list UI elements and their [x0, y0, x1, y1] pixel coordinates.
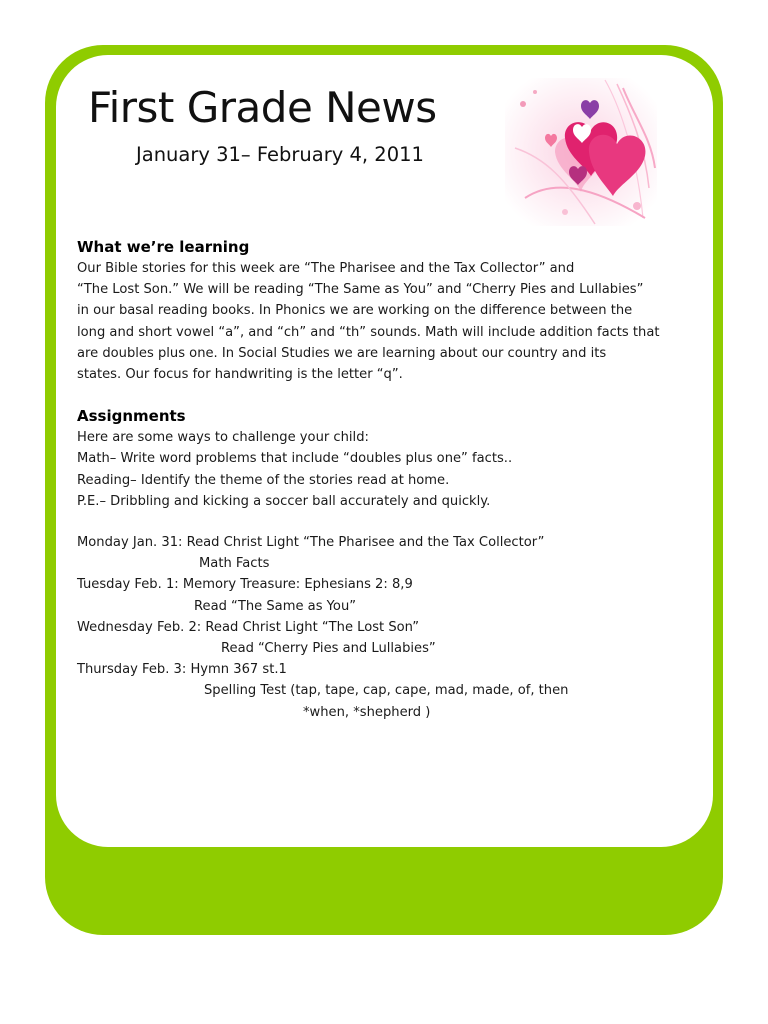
learning-line: Our Bible stories for this week are “The Pharisee and the Tax Collector” and	[77, 261, 575, 276]
learning-heading: What we’re learning	[77, 238, 250, 256]
learning-line: states. Our focus for handwriting is the letter “q”.	[77, 367, 403, 383]
schedule-tuesday-item: Read “The Same as You”	[194, 598, 357, 614]
newsletter-body	[77, 236, 707, 723]
schedule-thursday-item-cont: *when, *shepherd )	[303, 704, 431, 720]
schedule-thursday: Thursday Feb. 3: Hymn 367 st.1	[77, 662, 287, 678]
hearts-icon	[505, 78, 657, 226]
learning-line: in our basal reading books. In Phonics we are working on the difference between the	[77, 303, 633, 319]
schedule-wednesday-item: Read “Cherry Pies and Lullabies”	[221, 641, 436, 657]
assignment-line: P.E.– Dribbling and kicking a soccer ball accurately and quickly.	[77, 493, 491, 509]
assignment-line: Here are some ways to challenge your child:	[77, 430, 369, 446]
assignment-line: Math– Write word problems that include “doubles plus one” facts..	[77, 451, 513, 467]
learning-line: are doubles plus one. In Social Studies we are learning about our country and its	[77, 345, 607, 361]
schedule-wednesday: Wednesday Feb. 2: Read Christ Light “The Lost Son”	[77, 619, 420, 635]
schedule-monday: Monday Jan. 31: Read Christ Light “The Pharisee and the Tax Collector”	[77, 535, 545, 551]
assignments-heading: Assignments	[77, 407, 186, 426]
learning-line: “The Lost Son.” We will be reading “The Same as You” and “Cherry Pies and Lullabies”	[77, 282, 644, 298]
page-title: First Grade News	[88, 83, 437, 132]
schedule-tuesday: Tuesday Feb. 1: Memory Treasure: Ephesians 2: 8,9	[77, 577, 413, 593]
schedule-thursday-item: Spelling Test (tap, tape, cap, cape, mad, made, of, then	[204, 683, 569, 699]
date-range: January 31– February 4, 2011	[136, 143, 424, 166]
assignment-line: Reading– Identify the theme of the stories read at home.	[77, 472, 450, 488]
schedule-monday-item: Math Facts	[199, 556, 270, 572]
learning-line: long and short vowel “a”, and “ch” and “th” sounds. Math will include addition facts that	[77, 324, 660, 340]
